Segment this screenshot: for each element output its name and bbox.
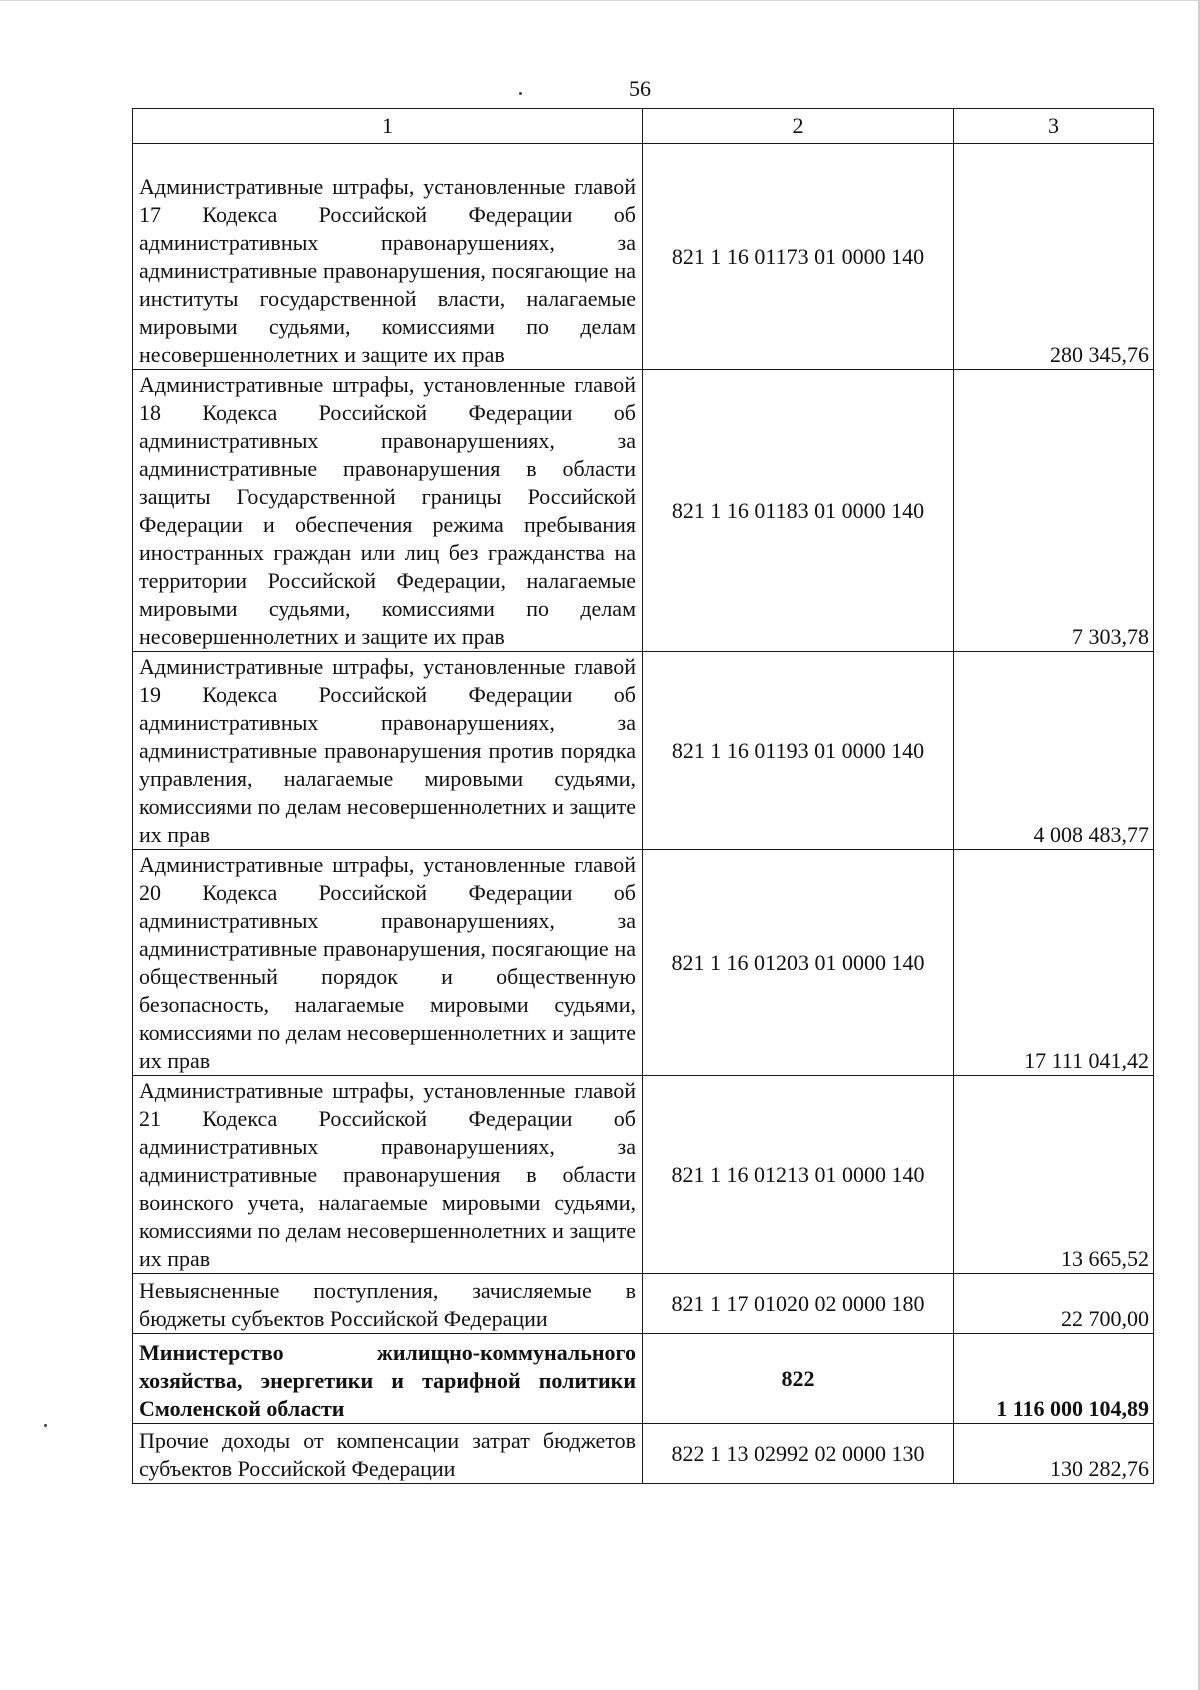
table-row: [133, 1076, 1154, 1274]
budget-code: 821 1 16 01183 01 0000 140: [643, 370, 954, 652]
ministry-name: Министерство жилищно-коммунального хозяйства, энергетики и тарифной политики Смоленской области: [133, 1334, 643, 1424]
amount: 4 008 483,77: [954, 652, 1154, 850]
budget-code: 821 1 16 01203 01 0000 140: [643, 850, 954, 1076]
revenue-name: Административные штрафы, установленные главой 21 Кодекса Российской Федерации об административных правонарушениях, за административные правонарушения в области воинского учета, налагаемые мировыми судьями, комиссиями по делам несовершеннолетних и защите их прав: [133, 1076, 643, 1274]
column-header-1: 1: [133, 109, 643, 144]
ministry-code: 822: [643, 1334, 954, 1424]
amount: 17 111 041,42: [954, 850, 1154, 1076]
budget-code: 821 1 16 01213 01 0000 140: [643, 1076, 954, 1274]
table-row: [133, 144, 1154, 370]
amount: 280 345,76: [954, 144, 1154, 370]
revenue-table: [132, 108, 1154, 1484]
scan-speck: [519, 92, 522, 95]
revenue-name: Прочие доходы от компенсации затрат бюджетов субъектов Российской Федерации: [133, 1424, 643, 1484]
amount: 22 700,00: [954, 1274, 1154, 1334]
revenue-name: Административные штрафы, установленные главой 20 Кодекса Российской Федерации об административных правонарушениях, за административные правонарушения, посягающие на общественный порядок и общественную безопасность, налагаемые мировыми судьями, комиссиями по делам несовершеннолетних и защите их прав: [133, 850, 643, 1076]
amount: 130 282,76: [954, 1424, 1154, 1484]
column-header-2: 2: [643, 109, 954, 144]
amount: 7 303,78: [954, 370, 1154, 652]
ministry-total-amount: 1 116 000 104,89: [954, 1334, 1154, 1424]
table-row: [133, 1274, 1154, 1334]
revenue-name: Административные штрафы, установленные главой 17 Кодекса Российской Федерации об административных правонарушениях, за административные правонарушения, посягающие на институты государственной власти, налагаемые мировыми судьями, комиссиями по делам несовершеннолетних и защите их прав: [133, 144, 643, 370]
revenue-name: Административные штрафы, установленные главой 19 Кодекса Российской Федерации об административных правонарушениях, за административные правонарушения против порядка управления, налагаемые мировыми судьями, комиссиями по делам несовершеннолетних и защите их прав: [133, 652, 643, 850]
budget-code: 821 1 16 01193 01 0000 140: [643, 652, 954, 850]
scan-speck: [44, 1424, 47, 1427]
budget-code: 822 1 13 02992 02 0000 130: [643, 1424, 954, 1484]
table-row: [133, 370, 1154, 652]
scan-edge-top: [0, 0, 1200, 1]
table-row: [133, 1424, 1154, 1484]
budget-code: 821 1 16 01173 01 0000 140: [643, 144, 954, 370]
table-row-ministry: [133, 1334, 1154, 1424]
revenue-name: Административные штрафы, установленные главой 18 Кодекса Российской Федерации об административных правонарушениях, за административные правонарушения в области защиты Государственной границы Российской Федерации и обеспечения режима пребывания иностранных граждан или лиц без гражданства на территории Российской Федерации, налагаемые мировыми судьями, комиссиями по делам несовершеннолетних и защите их прав: [133, 370, 643, 652]
revenue-name: Невыясненные поступления, зачисляемые в бюджеты субъектов Российской Федерации: [133, 1274, 643, 1334]
amount: 13 665,52: [954, 1076, 1154, 1274]
table-row: [133, 850, 1154, 1076]
column-header-3: 3: [954, 109, 1154, 144]
table-row: [133, 652, 1154, 850]
table-header-row: [133, 109, 1154, 144]
page-number: 56: [629, 76, 651, 101]
budget-code: 821 1 17 01020 02 0000 180: [643, 1274, 954, 1334]
